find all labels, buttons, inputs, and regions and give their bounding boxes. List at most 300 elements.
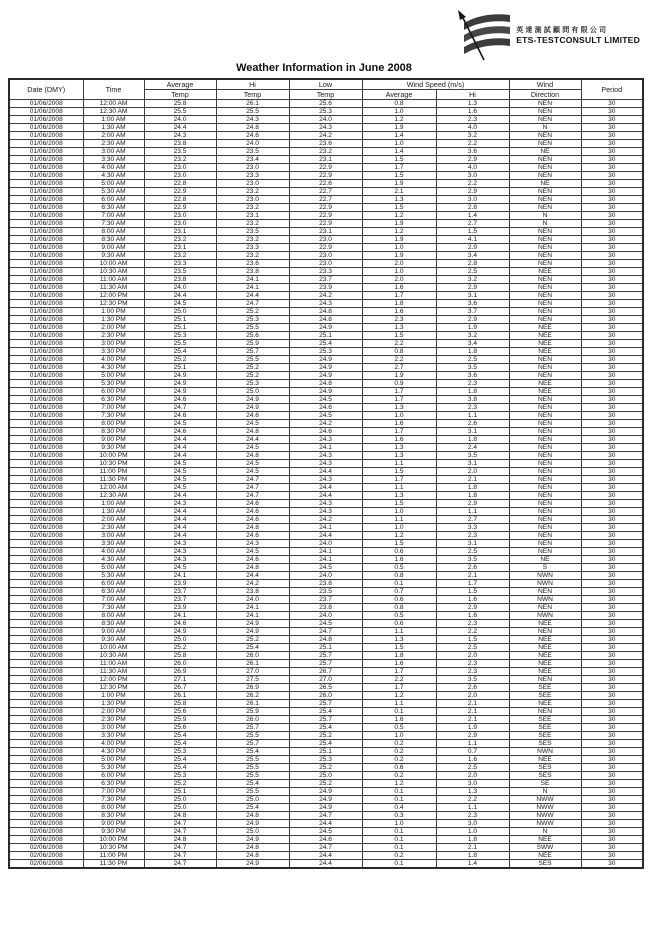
table-cell: 22.7 <box>289 196 362 204</box>
table-cell: 8:30 AM <box>83 620 144 628</box>
table-cell: NEN <box>509 196 581 204</box>
table-cell: 24.8 <box>216 428 289 436</box>
table-cell: 1:00 PM <box>83 692 144 700</box>
table-cell: 1.9 <box>362 372 436 380</box>
table-row <box>9 452 643 460</box>
table-cell: 24.3 <box>289 500 362 508</box>
table-row <box>9 516 643 524</box>
table-cell: 25.2 <box>289 764 362 772</box>
table-cell: 02/06/2008 <box>9 572 83 580</box>
table-row <box>9 196 643 204</box>
table-cell: 0.5 <box>362 612 436 620</box>
table-cell: 2.9 <box>436 156 509 164</box>
table-cell: 24.3 <box>216 540 289 548</box>
table-cell: 25.0 <box>144 804 216 812</box>
table-cell: 3.7 <box>436 308 509 316</box>
table-cell: 12:00 PM <box>83 292 144 300</box>
table-cell: 30 <box>581 860 643 869</box>
table-row <box>9 508 643 516</box>
table-cell: 24.5 <box>144 476 216 484</box>
table-cell: 30 <box>581 516 643 524</box>
table-cell: 02/06/2008 <box>9 620 83 628</box>
table-cell: 30 <box>581 428 643 436</box>
table-cell: 6:30 PM <box>83 396 144 404</box>
table-cell: NWN <box>509 748 581 756</box>
table-cell: 30 <box>581 396 643 404</box>
table-row <box>9 116 643 124</box>
table-cell: 1.4 <box>362 148 436 156</box>
table-cell: 01/06/2008 <box>9 428 83 436</box>
table-cell: 22.7 <box>289 188 362 196</box>
table-cell: NWW <box>509 804 581 812</box>
table-cell: 30 <box>581 284 643 292</box>
table-cell: NEN <box>509 308 581 316</box>
table-cell: 4.0 <box>436 124 509 132</box>
table-cell: NEN <box>509 284 581 292</box>
table-row <box>9 612 643 620</box>
table-cell: 30 <box>581 348 643 356</box>
table-cell: 24.3 <box>144 556 216 564</box>
table-cell: 1.3 <box>362 492 436 500</box>
table-cell: 6:00 PM <box>83 772 144 780</box>
table-cell: 01/06/2008 <box>9 452 83 460</box>
table-cell: 10:00 PM <box>83 836 144 844</box>
table-row <box>9 604 643 612</box>
table-cell: 30 <box>581 364 643 372</box>
table-cell: NEN <box>509 508 581 516</box>
table-cell: 30 <box>581 340 643 348</box>
table-cell: 25.3 <box>144 332 216 340</box>
col-header-wind-speed-hi: Hi <box>436 90 509 100</box>
table-cell: 22.8 <box>144 180 216 188</box>
table-cell: NEN <box>509 516 581 524</box>
table-cell: 23.0 <box>216 196 289 204</box>
table-cell: 24.1 <box>144 572 216 580</box>
table-cell: NWW <box>509 796 581 804</box>
table-cell: 30 <box>581 308 643 316</box>
table-row <box>9 148 643 156</box>
table-cell: 3:30 PM <box>83 348 144 356</box>
table-cell: 1.0 <box>362 732 436 740</box>
table-cell: 26.2 <box>216 692 289 700</box>
table-cell: 24.9 <box>216 860 289 869</box>
table-cell: 1.6 <box>362 284 436 292</box>
table-cell: NEN <box>509 460 581 468</box>
table-cell: 12:00 AM <box>83 100 144 108</box>
table-cell: 24.6 <box>216 132 289 140</box>
table-cell: NEN <box>509 156 581 164</box>
table-cell: 2.3 <box>362 316 436 324</box>
table-cell: 2.1 <box>436 708 509 716</box>
table-row <box>9 860 643 869</box>
table-cell: 2.5 <box>436 268 509 276</box>
table-row <box>9 668 643 676</box>
table-cell: 3.5 <box>436 676 509 684</box>
table-cell: 1.9 <box>362 236 436 244</box>
table-cell: 02/06/2008 <box>9 724 83 732</box>
table-cell: 24.3 <box>289 460 362 468</box>
table-cell: 23.5 <box>216 148 289 156</box>
table-cell: 24.4 <box>144 524 216 532</box>
table-cell: 30 <box>581 452 643 460</box>
table-cell: 2.6 <box>436 684 509 692</box>
table-cell: 26.9 <box>216 684 289 692</box>
table-cell: 25.4 <box>144 348 216 356</box>
table-cell: 01/06/2008 <box>9 284 83 292</box>
table-cell: 02/06/2008 <box>9 644 83 652</box>
table-cell: 30 <box>581 836 643 844</box>
table-cell: 24.2 <box>289 420 362 428</box>
table-cell: 25.1 <box>144 324 216 332</box>
table-cell: 22.8 <box>144 196 216 204</box>
table-cell: SES <box>509 764 581 772</box>
table-cell: 01/06/2008 <box>9 108 83 116</box>
table-cell: 24.9 <box>289 788 362 796</box>
table-cell: 30 <box>581 332 643 340</box>
table-cell: 24.8 <box>289 316 362 324</box>
table-cell: NEN <box>509 276 581 284</box>
table-cell: 8:30 PM <box>83 428 144 436</box>
table-cell: 1.3 <box>362 404 436 412</box>
table-cell: 24.5 <box>144 484 216 492</box>
table-cell: 1.2 <box>362 780 436 788</box>
table-cell: 30 <box>581 772 643 780</box>
table-cell: 25.5 <box>144 340 216 348</box>
table-cell: 1.1 <box>436 740 509 748</box>
table-cell: 24.3 <box>289 508 362 516</box>
table-cell: 30 <box>581 324 643 332</box>
table-cell: 12:30 PM <box>83 300 144 308</box>
table-cell: NEE <box>509 620 581 628</box>
table-cell: 2.5 <box>436 356 509 364</box>
table-row <box>9 404 643 412</box>
table-cell: 30 <box>581 508 643 516</box>
table-cell: NEN <box>509 628 581 636</box>
table-cell: 8:00 AM <box>83 612 144 620</box>
table-cell: 02/06/2008 <box>9 708 83 716</box>
table-cell: 2.1 <box>362 188 436 196</box>
table-cell: 1:30 AM <box>83 508 144 516</box>
table-cell: 0.2 <box>362 756 436 764</box>
table-cell: NEN <box>509 292 581 300</box>
table-cell: 11:30 AM <box>83 284 144 292</box>
table-cell: 8:00 AM <box>83 228 144 236</box>
table-cell: 1.5 <box>362 540 436 548</box>
table-cell: 24.3 <box>144 500 216 508</box>
table-cell: 0.1 <box>362 844 436 852</box>
table-row <box>9 788 643 796</box>
table-cell: 25.1 <box>289 644 362 652</box>
table-cell: 02/06/2008 <box>9 516 83 524</box>
col-header-time: Time <box>83 79 144 100</box>
table-cell: 02/06/2008 <box>9 692 83 700</box>
table-cell: 30 <box>581 788 643 796</box>
table-cell: 30 <box>581 740 643 748</box>
table-cell: 24.4 <box>216 292 289 300</box>
table-cell: 01/06/2008 <box>9 388 83 396</box>
table-cell: 2.7 <box>436 516 509 524</box>
table-cell: 25.4 <box>144 732 216 740</box>
table-cell: 2.3 <box>436 812 509 820</box>
table-cell: 23.2 <box>289 148 362 156</box>
table-cell: 25.4 <box>144 764 216 772</box>
table-cell: NEN <box>509 132 581 140</box>
table-cell: 01/06/2008 <box>9 300 83 308</box>
table-cell: 24.5 <box>216 460 289 468</box>
col-header-period: Period <box>581 79 643 100</box>
table-cell: 30 <box>581 684 643 692</box>
table-cell: 0.1 <box>362 708 436 716</box>
table-cell: 24.5 <box>289 564 362 572</box>
table-cell: 30 <box>581 708 643 716</box>
table-cell: 25.6 <box>144 708 216 716</box>
table-row <box>9 740 643 748</box>
table-cell: 2.0 <box>362 260 436 268</box>
table-cell: SEE <box>509 716 581 724</box>
table-cell: 3.1 <box>436 540 509 548</box>
table-cell: 24.6 <box>216 508 289 516</box>
table-cell: 23.0 <box>216 180 289 188</box>
table-cell: 30 <box>581 372 643 380</box>
col-header-wind-speed-group: Wind Speed (m/s) <box>362 79 509 90</box>
table-cell: NEN <box>509 524 581 532</box>
table-cell: 01/06/2008 <box>9 372 83 380</box>
table-cell: 4:00 PM <box>83 356 144 364</box>
table-cell: 01/06/2008 <box>9 268 83 276</box>
table-cell: 23.2 <box>216 252 289 260</box>
table-cell: NEN <box>509 252 581 260</box>
table-cell: NEN <box>509 164 581 172</box>
table-cell: NEN <box>509 372 581 380</box>
company-name-chinese: 英達測試顧問有限公司 <box>516 27 609 34</box>
table-row <box>9 292 643 300</box>
table-cell: 24.8 <box>289 308 362 316</box>
table-row <box>9 764 643 772</box>
col-header-low-temp-line2: Temp <box>289 90 362 100</box>
table-cell: 23.9 <box>289 284 362 292</box>
table-cell: 0.9 <box>362 380 436 388</box>
table-cell: 23.0 <box>144 172 216 180</box>
table-cell: 24.6 <box>216 412 289 420</box>
table-cell: 24.7 <box>216 300 289 308</box>
table-cell: 02/06/2008 <box>9 780 83 788</box>
table-cell: 22.6 <box>289 180 362 188</box>
table-cell: 10:30 AM <box>83 268 144 276</box>
table-cell: 6:30 AM <box>83 204 144 212</box>
table-cell: 25.5 <box>216 764 289 772</box>
table-cell: 2.3 <box>436 660 509 668</box>
table-cell: 4:00 AM <box>83 164 144 172</box>
table-cell: NEE <box>509 332 581 340</box>
table-row <box>9 812 643 820</box>
table-cell: 24.3 <box>144 548 216 556</box>
table-cell: 23.0 <box>289 260 362 268</box>
table-row <box>9 724 643 732</box>
table-row <box>9 244 643 252</box>
table-cell: NEN <box>509 604 581 612</box>
table-cell: 24.5 <box>289 620 362 628</box>
table-cell: 02/06/2008 <box>9 788 83 796</box>
table-row <box>9 500 643 508</box>
table-cell: 1.1 <box>362 700 436 708</box>
table-cell: 4.1 <box>436 236 509 244</box>
table-cell: 02/06/2008 <box>9 860 83 869</box>
table-cell: 24.0 <box>216 596 289 604</box>
table-cell: NEN <box>509 540 581 548</box>
table-cell: 30 <box>581 444 643 452</box>
table-cell: 1.1 <box>436 412 509 420</box>
table-cell: 27.0 <box>216 668 289 676</box>
table-cell: 5:00 AM <box>83 564 144 572</box>
table-cell: 30 <box>581 212 643 220</box>
table-cell: 30 <box>581 356 643 364</box>
table-cell: 24.1 <box>216 604 289 612</box>
table-row <box>9 468 643 476</box>
table-cell: 23.8 <box>289 580 362 588</box>
table-cell: 22.9 <box>289 244 362 252</box>
table-cell: NEN <box>509 300 581 308</box>
ets-swoosh-arrow-icon <box>454 10 514 62</box>
table-cell: 30 <box>581 612 643 620</box>
table-cell: 30 <box>581 300 643 308</box>
table-cell: 02/06/2008 <box>9 588 83 596</box>
table-cell: 24.6 <box>216 532 289 540</box>
table-cell: 26.1 <box>216 660 289 668</box>
table-cell: 30 <box>581 188 643 196</box>
table-cell: 02/06/2008 <box>9 764 83 772</box>
table-cell: 25.6 <box>144 724 216 732</box>
table-cell: 10:30 AM <box>83 652 144 660</box>
table-cell: 22.9 <box>144 204 216 212</box>
table-cell: NWW <box>509 820 581 828</box>
table-cell: 23.5 <box>289 588 362 596</box>
table-cell: 7:00 AM <box>83 596 144 604</box>
table-cell: NEN <box>509 396 581 404</box>
table-cell: 25.5 <box>216 756 289 764</box>
table-cell: NEN <box>509 532 581 540</box>
table-cell: 9:00 PM <box>83 820 144 828</box>
table-cell: 24.1 <box>289 444 362 452</box>
table-row <box>9 252 643 260</box>
table-row <box>9 228 643 236</box>
table-cell: 25.8 <box>144 652 216 660</box>
table-row <box>9 540 643 548</box>
table-cell: NEN <box>509 204 581 212</box>
table-cell: 4:30 PM <box>83 364 144 372</box>
table-cell: 23.7 <box>144 596 216 604</box>
table-cell: 26.9 <box>144 668 216 676</box>
table-cell: 24.9 <box>144 372 216 380</box>
table-cell: 30 <box>581 500 643 508</box>
table-cell: 26.0 <box>289 692 362 700</box>
table-cell: 27.1 <box>144 676 216 684</box>
table-row <box>9 804 643 812</box>
table-cell: 1.6 <box>362 716 436 724</box>
table-cell: 30 <box>581 716 643 724</box>
table-cell: 25.1 <box>144 364 216 372</box>
table-cell: 1.8 <box>362 300 436 308</box>
table-cell: 24.1 <box>216 276 289 284</box>
weather-table <box>8 78 644 869</box>
table-cell: 11:00 AM <box>83 660 144 668</box>
table-cell: NEN <box>509 228 581 236</box>
table-cell: 24.9 <box>216 404 289 412</box>
table-cell: 24.7 <box>216 492 289 500</box>
table-cell: 26.7 <box>289 668 362 676</box>
table-cell: 6:00 AM <box>83 196 144 204</box>
table-cell: 02/06/2008 <box>9 732 83 740</box>
table-cell: 23.9 <box>144 580 216 588</box>
table-cell: 11:30 AM <box>83 668 144 676</box>
table-cell: 2.3 <box>436 404 509 412</box>
table-cell: 24.6 <box>216 516 289 524</box>
table-cell: 1.1 <box>362 484 436 492</box>
table-cell: NEN <box>509 444 581 452</box>
table-cell: 24.4 <box>289 492 362 500</box>
table-cell: 1.6 <box>436 596 509 604</box>
table-cell: 23.2 <box>216 204 289 212</box>
table-cell: 23.1 <box>144 244 216 252</box>
table-cell: 3:30 PM <box>83 732 144 740</box>
table-cell: NEE <box>509 388 581 396</box>
table-cell: 4:30 PM <box>83 748 144 756</box>
table-cell: 3.0 <box>436 820 509 828</box>
table-cell: 1.0 <box>362 268 436 276</box>
table-cell: 01/06/2008 <box>9 244 83 252</box>
table-cell: 24.8 <box>216 852 289 860</box>
table-cell: 1.1 <box>436 804 509 812</box>
table-row <box>9 260 643 268</box>
table-cell: 5:00 PM <box>83 372 144 380</box>
table-cell: 5:30 PM <box>83 380 144 388</box>
table-cell: 24.4 <box>289 820 362 828</box>
table-cell: 24.3 <box>144 132 216 140</box>
table-cell: 30 <box>581 588 643 596</box>
table-cell: 25.3 <box>144 748 216 756</box>
table-cell: 23.2 <box>216 188 289 196</box>
table-cell: 23.0 <box>144 212 216 220</box>
table-cell: 30 <box>581 564 643 572</box>
table-cell: 23.5 <box>144 268 216 276</box>
table-cell: 25.4 <box>289 724 362 732</box>
table-cell: 3:00 AM <box>83 532 144 540</box>
table-cell: 1.6 <box>362 436 436 444</box>
table-cell: NEN <box>509 140 581 148</box>
table-cell: 26.1 <box>144 692 216 700</box>
table-cell: 30 <box>581 484 643 492</box>
table-cell: 24.1 <box>289 524 362 532</box>
table-cell: 02/06/2008 <box>9 548 83 556</box>
table-row <box>9 132 643 140</box>
table-cell: 24.6 <box>216 500 289 508</box>
table-cell: 23.6 <box>216 260 289 268</box>
table-cell: NEN <box>509 476 581 484</box>
table-cell: 25.7 <box>289 660 362 668</box>
table-cell: NEE <box>509 660 581 668</box>
table-cell: 0.5 <box>362 724 436 732</box>
table-cell: 3.2 <box>436 132 509 140</box>
table-cell: 1.7 <box>362 684 436 692</box>
table-cell: 24.4 <box>289 484 362 492</box>
table-cell: NWN <box>509 612 581 620</box>
table-cell: 25.3 <box>216 380 289 388</box>
table-cell: 01/06/2008 <box>9 444 83 452</box>
table-row <box>9 596 643 604</box>
table-cell: 24.4 <box>144 452 216 460</box>
table-cell: 1.3 <box>362 636 436 644</box>
table-cell: 25.2 <box>144 644 216 652</box>
table-cell: 22.9 <box>144 188 216 196</box>
